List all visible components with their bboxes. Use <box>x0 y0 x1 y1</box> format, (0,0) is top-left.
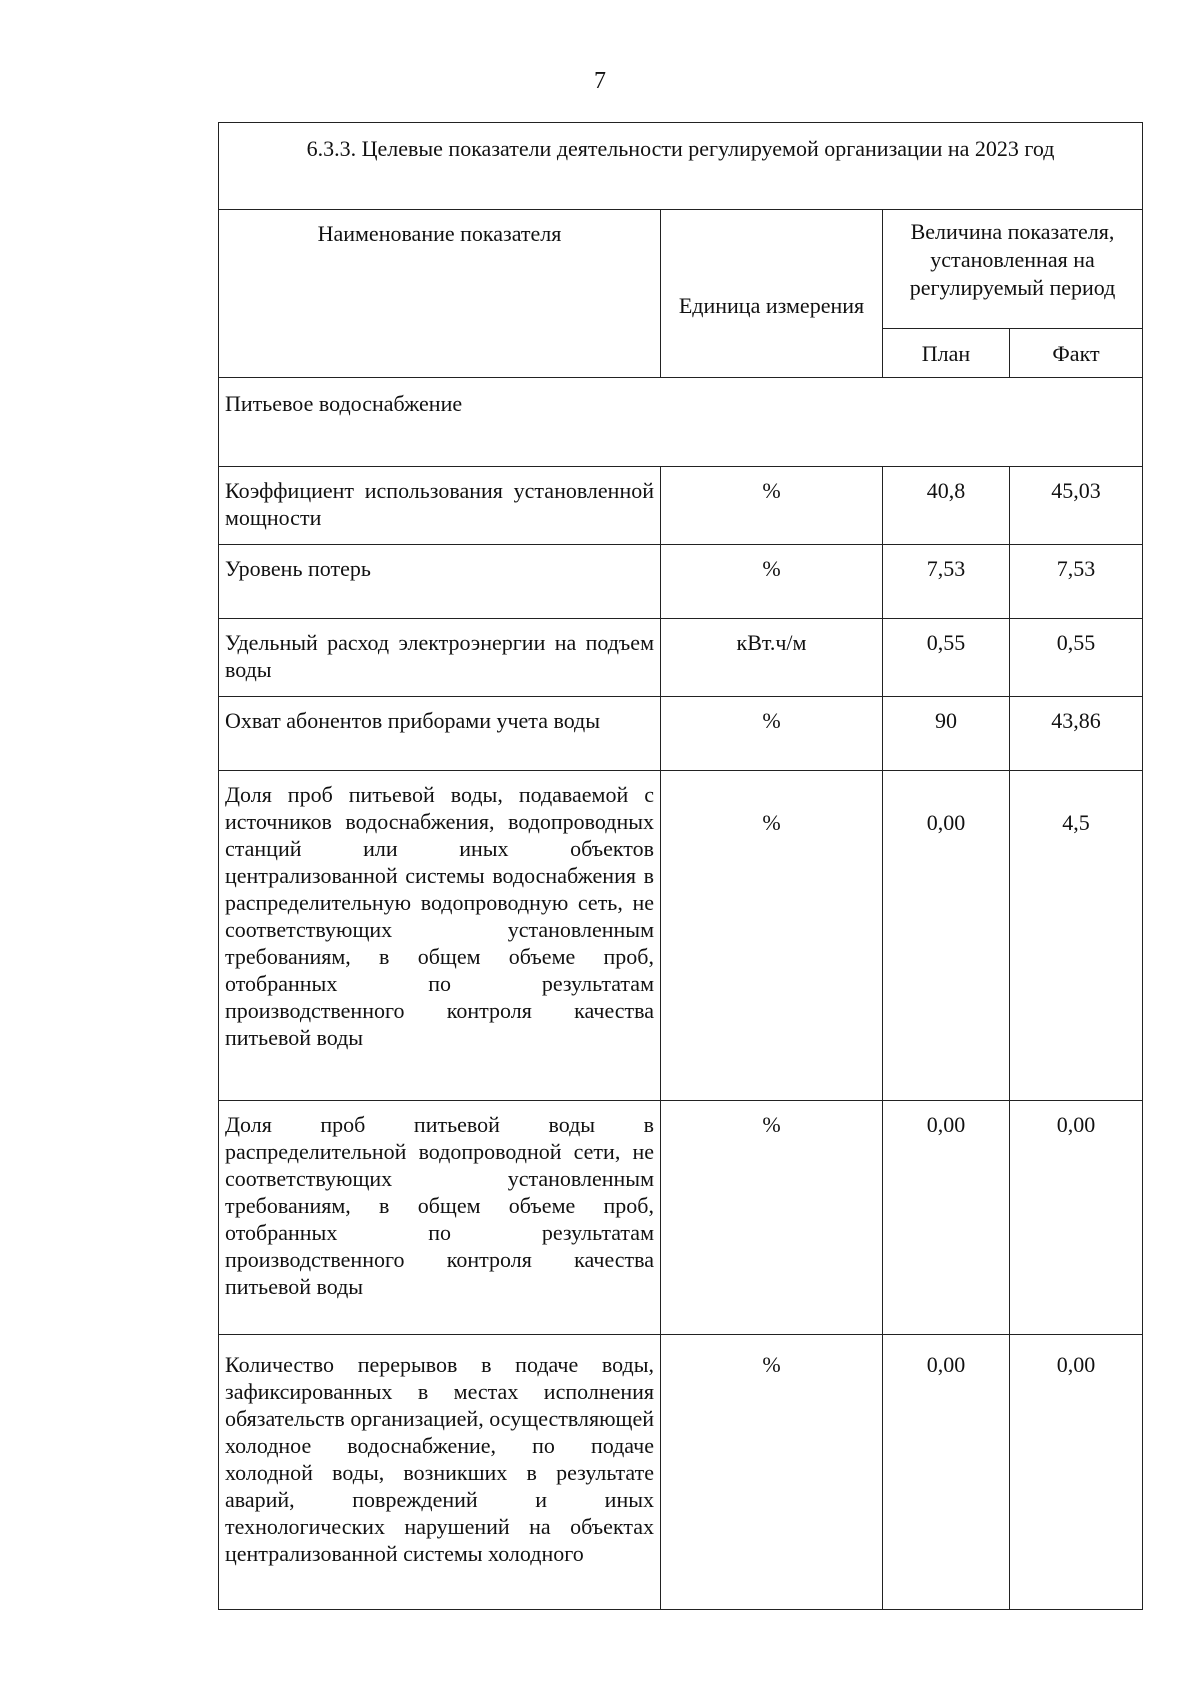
table-row <box>219 1335 1143 1610</box>
page-number: 7 <box>594 68 606 94</box>
indicator-unit: % <box>661 1335 883 1610</box>
table-title: 6.3.3. Целевые показатели деятельности регулируемой организации на 2023 год <box>219 123 1143 210</box>
header-value: Величина показателя, установленная на регулируемый период <box>883 210 1143 329</box>
indicator-unit: кВт.ч/м <box>661 619 883 697</box>
title-row <box>219 123 1143 210</box>
indicator-unit: % <box>661 545 883 619</box>
table-row <box>219 619 1143 697</box>
indicator-name: Уровень потерь <box>219 545 661 619</box>
indicator-unit: % <box>661 1101 883 1335</box>
table-row <box>219 467 1143 545</box>
header-fact: Факт <box>1010 329 1143 378</box>
indicator-plan: 0,00 <box>883 1101 1010 1335</box>
indicator-plan: 7,53 <box>883 545 1010 619</box>
indicator-name: Охват абонентов приборами учета воды <box>219 697 661 771</box>
indicator-name: Коэффициент использования установленной мощности <box>219 467 661 545</box>
table-row <box>219 697 1143 771</box>
indicator-fact: 0,00 <box>1010 1101 1143 1335</box>
indicator-fact: 45,03 <box>1010 467 1143 545</box>
table-row <box>219 771 1143 1101</box>
header-name: Наименование показателя <box>219 210 661 378</box>
indicator-fact: 43,86 <box>1010 697 1143 771</box>
section-title: Питьевое водоснабжение <box>219 378 1143 467</box>
header-plan: План <box>883 329 1010 378</box>
section-row <box>219 378 1143 467</box>
table-row <box>219 1101 1143 1335</box>
indicator-unit: % <box>661 467 883 545</box>
indicator-fact: 4,5 <box>1010 771 1143 1101</box>
header-row <box>219 210 1143 329</box>
indicator-plan: 0,00 <box>883 1335 1010 1610</box>
indicator-plan: 40,8 <box>883 467 1010 545</box>
indicator-name: Доля проб питьевой воды, подаваемой с источников водоснабжения, водопроводных станций или иных объектов централизованной системы водоснабжения в распределительную водопроводную сеть, не соответствующих установленным требованиям, в общем объеме проб, отобранных по результатам производственного контроля качества питьевой воды <box>219 771 661 1101</box>
indicator-plan: 0,55 <box>883 619 1010 697</box>
indicator-plan: 0,00 <box>883 771 1010 1101</box>
header-unit: Единица измерения <box>661 210 883 378</box>
indicator-fact: 0,00 <box>1010 1335 1143 1610</box>
indicator-name: Доля проб питьевой воды в распределительной водопроводной сети, не соответствующих установленным требованиям, в общем объеме проб, отобранных по результатам производственного контроля качества питьевой воды <box>219 1101 661 1335</box>
indicator-fact: 7,53 <box>1010 545 1143 619</box>
indicator-name: Количество перерывов в подаче воды, зафиксированных в местах исполнения обязательств организацией, осуществляющей холодное водоснабжение, по подаче холодной воды, возникших в результате аварий, повреждений и иных технологических нарушений на объектах централизованной системы холодного <box>219 1335 661 1610</box>
table-row <box>219 545 1143 619</box>
indicator-unit: % <box>661 697 883 771</box>
indicator-fact: 0,55 <box>1010 619 1143 697</box>
indicator-plan: 90 <box>883 697 1010 771</box>
indicator-name: Удельный расход электроэнергии на подъем воды <box>219 619 661 697</box>
indicators-table <box>218 122 1143 1610</box>
indicator-unit: % <box>661 771 883 1101</box>
